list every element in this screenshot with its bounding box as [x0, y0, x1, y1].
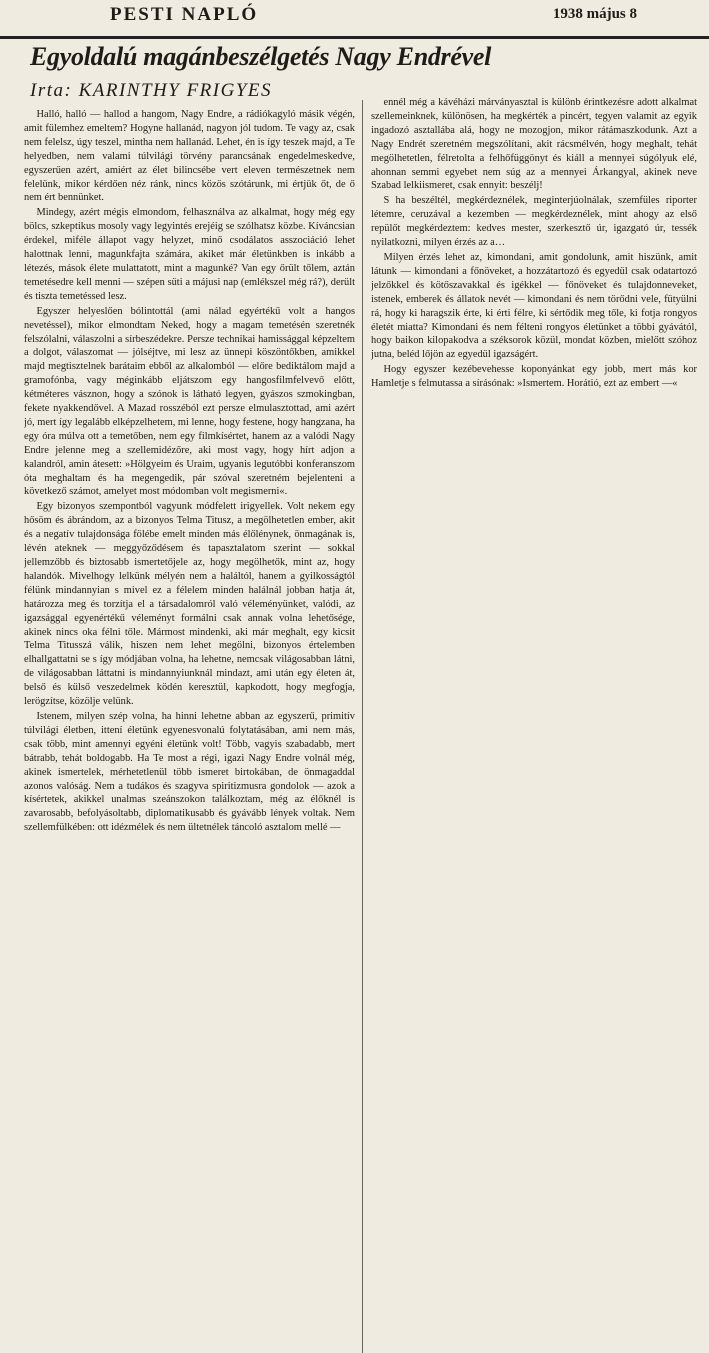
paragraph: Halló, halló — hallod a hangom, Nagy Endre, a rádiókagyló másik végén, amit fülemhez emeltem? Hogyne hallanád, nagyon jól tudom. Te vagy az, csak nem felelsz, úgy teszel, mintha nem hallanád. Lehet, én is így teszek majd, a Te helyedben, nem valami túlvilági törvény parancsának engedelmeskedve, egyszerűen azért, amiért az élet bilincsébe vert eleven természetnek nem felelünk, mikor kérdően néz ránk, nincs közös szótárunk, mi értjük őt, de ő nem ért bennünket. [24, 109, 355, 204]
article-title: Egyoldalú magánbeszélgetés Nagy Endrével [30, 42, 492, 71]
masthead [0, 0, 709, 39]
paragraph: Mindegy, azért mégis elmondom, felhasználva az alkalmat, hogy még egy bölcs, szkeptikus mosoly vagy legyintés erejéig se szólhatsz közbe. Kíváncsian érdekel, miféle állapot vagy helyzet, minő csodálatos asszociáció lehet halottnak lenni, magunkfajta számára, akiket már életünkben is inkább a létezés, mások élete mulattatott, mint a magunké? Van egy őrült tőlem, aztán temetésedre kell menni — szépen süti a májusi nap (emlékszel még rá?), derült és tiszta temetéssed lesz. [24, 207, 355, 302]
right-column [371, 96, 697, 616]
paragraph: ennél még a kávéházi márványasztal is különb érintkezésre adott alkalmat szellemeinknek, különösen, ha megkérték a pincért, tegyen valamit az egyik ingadozó asztallába alá, hogy ne mozogjon, mikor rátámaszkodunk. Azt a Nagy Endrét szeretném megszólítani, akit rácsmélvén, hogy meghalt, tehát megölhetetlen, félretolta a felhőfüggönyt és kiáll a mennyei súgólyuk elé, ahonnan semmi egyebet nem súg az a mennyei Árkangyal, akinek neve Szabad lelkiismeret, csak ennyit: beszélj! [371, 97, 697, 192]
paragraph: Istenem, milyen szép volna, ha hinni lehetne abban az egyszerű, primitív túlvilági életben, ittení életünk egyenesvonalú folytatásában, ami nem más, csak több, mint amennyi egyéni életünk volt! Több, vagyis szabadabb, mert bátrabb, tehát boldogabb. Ha Te most a régi, igazi Nagy Endre volnál még, akinek ismertelek, mérhetetlenül több ismeret birtokában, de önmagaddal azonos valóság. Nem a tudákos és szagyva spiritizmusra gondolok — azok a kísértetek, akikkel unalmas szeánszokon találkoztam, még az élőknél is zavarosabb, befolyásoltabb, diplomatikusabb és gyávább lények voltak. Nem szellemfülkében: ott idézmélek és nem ültetnélek táncoló asztalom mellé — [24, 710, 355, 834]
paragraph: S ha beszéltél, megkérdeznélek, meginterjúolnálak, szemfüles riporter létemre, ceruzával a kezemben — megkérdeznélek, mint ahogy az első repülőt megkérdeztem: kedves mester, szerkesztő úr, igazgató úr, tessék nyilatkozni, milyen érzés az a… [371, 195, 697, 249]
paragraph: Egyszer helyeslően bólintottál (ami nálad egyértékű volt a hangos nevetéssel), mikor elmondtam Neked, hogy a magam temetésén szeretnék felszólalni, válaszolni a sírbeszédekre. Persze technikai hamissággal képzeltem a dolgot, válaszomat — jólséjtve, mi lesz az ünnepi köszöntőkben, amikkel majd megtisztelnek barátaim ebből az alkalomból — előre bediktálom majd a gramofónba, vagy méginkább eljátszom egy hangosfilmfelvevő előtt, kétméteres vásznon, hogy a szónok is látható legyen, gyászos szmokingban, fekete nyakkendővel. A Mazad rosszéból ezt persze elmulasztottad, ami azért jó, mert így legalább elképzelhetem, mi lenne, hogy festene, hogy hangzana, ha egy óra múlva ott a temetőben, nem egy filmkísértet, hanem az a valódi Nagy Endre jelenne meg a szellemidézőre, aki most vagy, hogy hírt adjon a kalandról, amin átesett: »Hölgyeim és Uraim, ugyanis legutóbbi konferanszom óta meghaltam és ha megengedik, pár szóval szeretném bejelenteni a következő számot, amelyet most módomban volt megismerni«. [24, 305, 355, 498]
column-divider [362, 100, 363, 1353]
paragraph: Egy bizonyos szempontból vagyunk módfelett irigyellek. Volt nekem egy hősöm és ábrándom, az a bizonyos Telma Titusz, a megölhetetlen ember, akit és a negatív tulajdonsága fölébe emelt minden más élőlénynek, önmagának is, lévén ateknek — meggyőződésem és tapasztalatom szerint — sokkal jellemzőbb és biztosabb ismertetőjele az, hogy megölhetők, mint az, hogy halandók. Mivelhogy lelkünk mélyén nem a haláltól, hanem a gyilkosságtól félünk mindannyian s mivel ez a félelem minden halálnál jobban hatja át, határozza meg és torzítja el a társadalomról való véleményünket, valódi, az igazsággal egyenértékű véleményt formálni csak annak volna lehetősége, akinek nincs oka félni tőle. Mármost mindenki, aki már meghalt, egy kicsit Telma Titusszá válik, hiszen nem lehet megölni, bizonyos értelemben elhallgattatni se s így módjában volna, ha lehetne, nemcsak világosabban látni, de világosabban láttatni is mindannyiunknál mindazt, ami után egy életen át, belső és külső veszedelmek ködén keresztül, kapkodott, hogy megfogja, lerögzítse, közölje velünk. [24, 501, 355, 708]
left-column [24, 108, 355, 1348]
newspaper-name: PESTI NAPLÓ [110, 4, 259, 25]
paragraph: Hogy egyszer kezébevehesse koponyánkat egy jobb, mert más kor Hamletje s felmutassa a sírásónak: »Ismertem. Horátió, ezt az embert —« [371, 364, 697, 390]
issue-date: 1938 május 8 [552, 6, 637, 22]
paragraph: Milyen érzés lehet az, kimondani, amit gondolunk, amit hiszünk, amit látunk — kimondani a főnöveket, a hozzátartozó és egyedül csak odatartozó jelzőkkel és kötőszavakkal és igékkel — főnöveket és tulajdonneveket, istenek, emberek és állatok nevét — kimondani és nem törődni vele, fütyülni rá, hogy ki haragszik érte, ki érti félre, ki sértődik meg tőle, ki fotja rongyos életét miatta? Kimondani és nem félteni rongyos életünket a többi gyávától, hogy baikon kilopakodva a széksorok közül, mondat közben, mielőtt szóhoz jutna, beléd lőjön az egyedül igazságért. [371, 251, 697, 361]
article-byline: Irta: KARINTHY FRIGYES [30, 80, 272, 101]
